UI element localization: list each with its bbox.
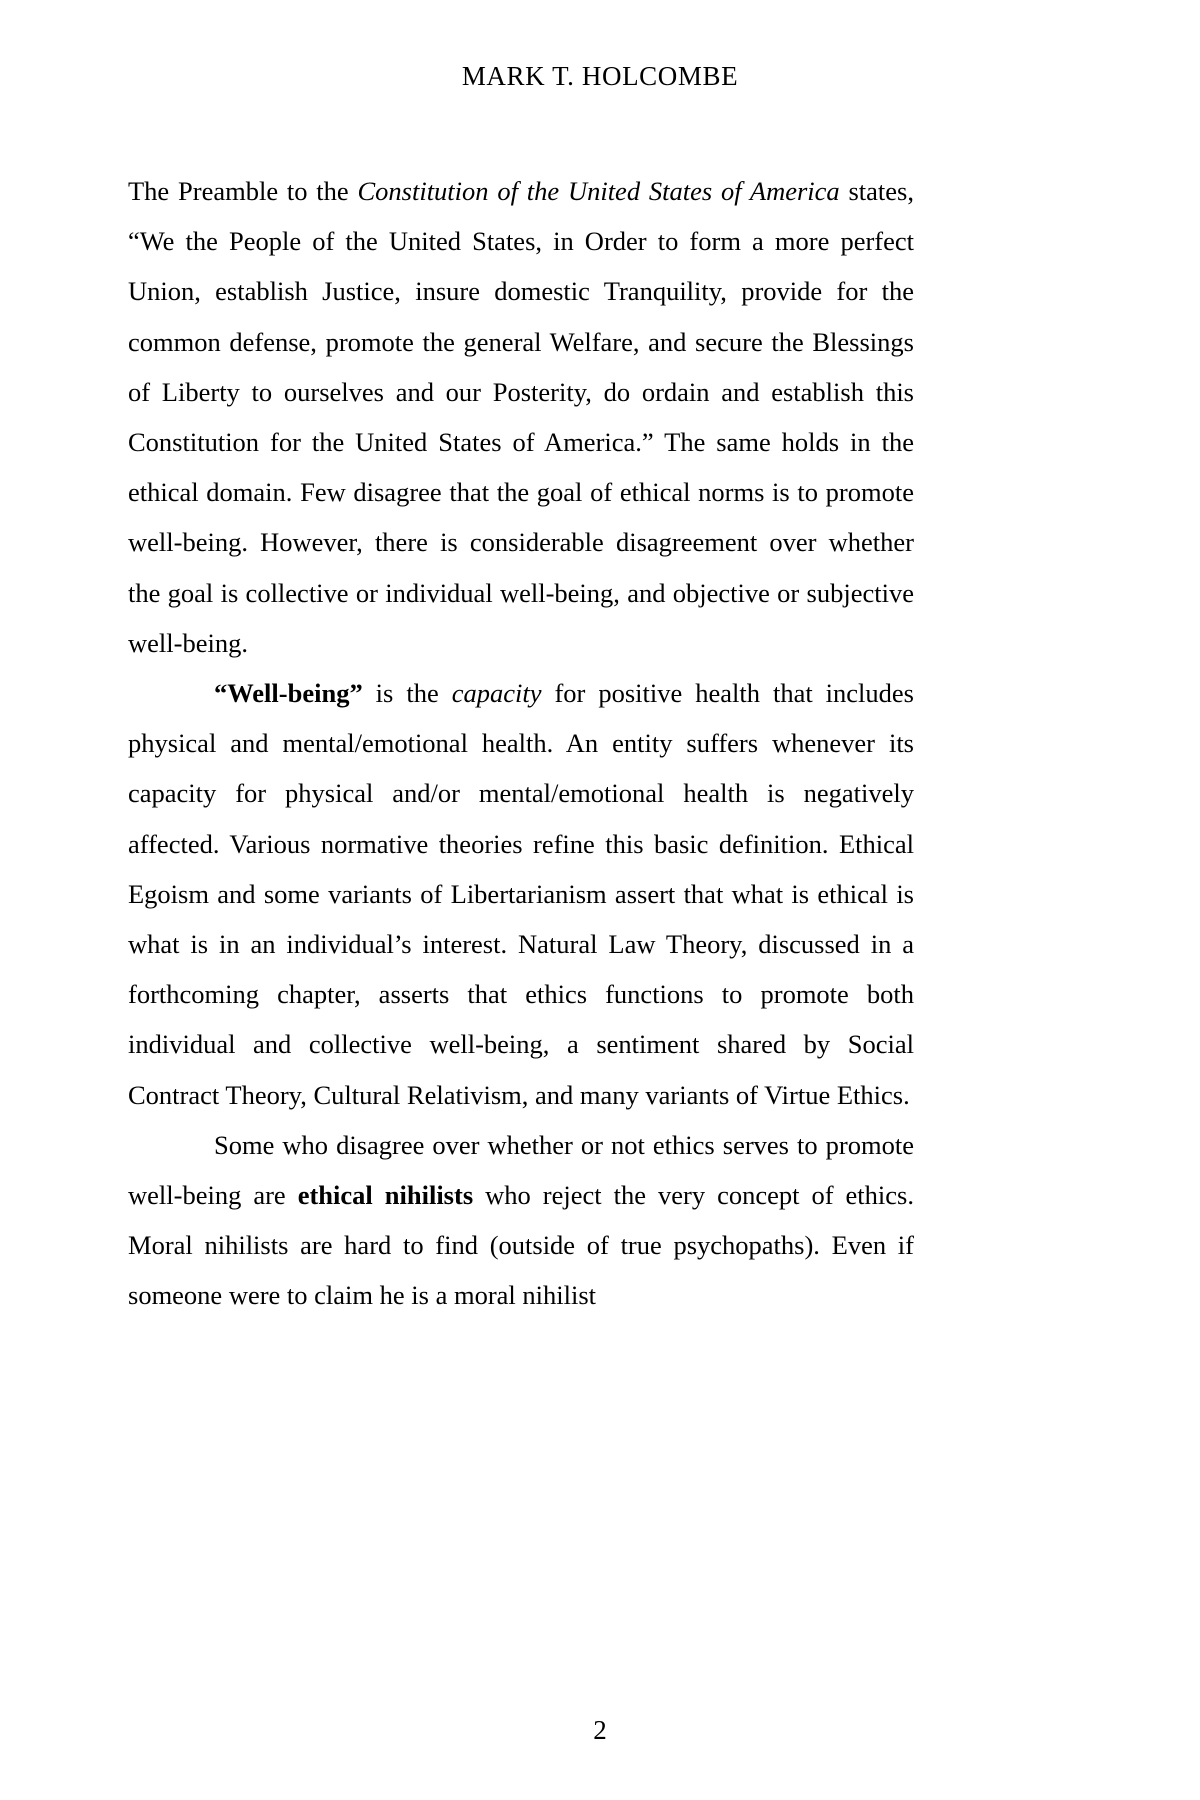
body-text-block [128,166,914,1321]
italic-term: capacity [451,678,542,709]
bold-term: “Well-being” [214,678,363,709]
italic-term: Constitution of the United States of America [357,176,840,206]
running-header: MARK T. HOLCOMBE [461,61,739,91]
paragraph-preamble [128,166,914,668]
bold-term: ethical nihilists [297,1180,474,1211]
paragraph-ethical-nihilists [128,1120,914,1321]
text-run: is the [362,678,452,709]
page-number: 2 [593,1714,607,1745]
text-run: Some who disagree over whether or not ethics serves to promote well-being are [128,1129,914,1211]
text-run: who reject the very concept of ethics. Moral nihilists are hard to find (outside of true psychopaths). Even if someone were to claim he is a moral nihilist [128,1180,914,1311]
text-run: for positive health that includes physical and mental/emotional health. An entity suffers whenever its capacity for physical and/or mental/emotional health is negatively affected. Various normative theories refine this basic definition. Ethical Egoism and some variants of Libertarianism assert that what is ethical is what is in an individual’s interest. Natural Law Theory, discussed in a forthcoming chapter, asserts that ethics functions to promote both individual and collective well-being, a sentiment shared by Social Contract Theory, Cultural Relativism, and many variants of Virtue Ethics. [128,678,914,1110]
text-run: states, “We the People of the United States, in Order to form a more perfect Union, establish Justice, insure domestic Tranquility, provide for the common defense, promote the general Welfare, and secure the Blessings of Liberty to ourselves and our Posterity, do ordain and establish this Constitution for the United States of America.” The same holds in the ethical domain. Few disagree that the goal of ethical norms is to promote well-being. However, there is considerable disagreement over whether the goal is collective or individual well-being, and objective or subjective well-being. [128,176,914,658]
text-run: The Preamble to the [128,176,358,206]
paragraph-well-being-definition [128,668,914,1120]
